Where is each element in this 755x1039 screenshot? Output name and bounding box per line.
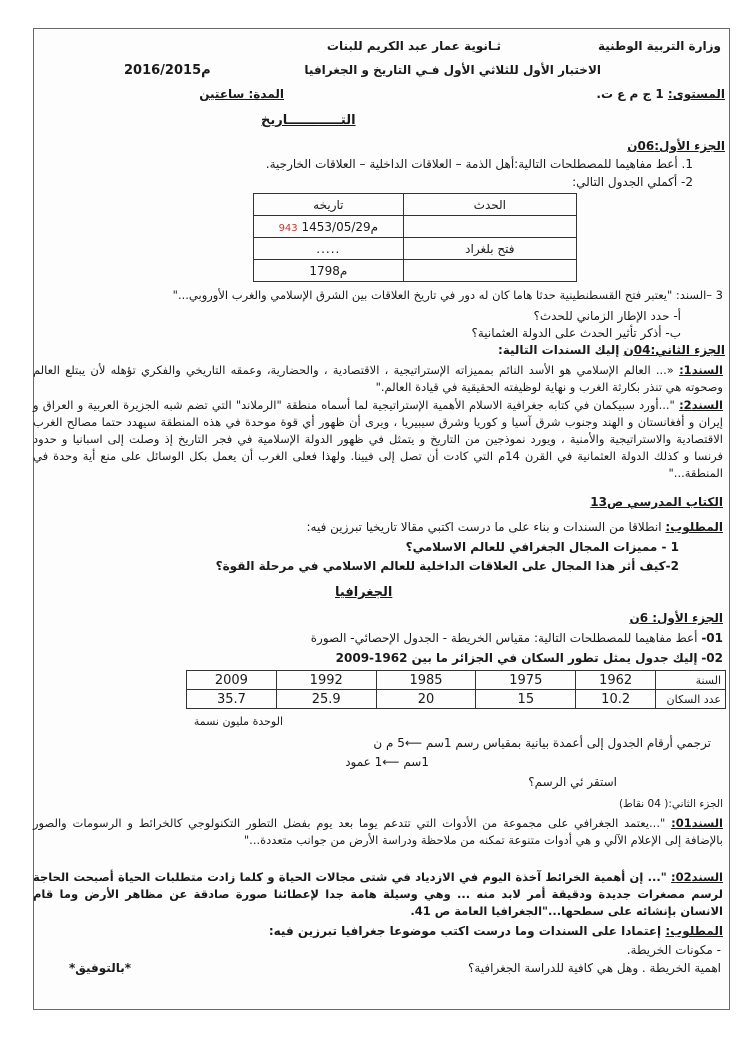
document-label: السند01: <box>671 816 724 830</box>
document-label: السند1: <box>679 363 723 377</box>
history-document-2 <box>33 397 723 482</box>
task-label: المطلوب: <box>665 924 723 938</box>
table-cell: 1992 <box>276 671 376 690</box>
table-row <box>254 216 577 238</box>
geography-document-2 <box>33 869 723 920</box>
cell-date: ..... <box>254 238 404 260</box>
history-task-1: 1 - مميزات المجال الجغرافي للعالم الاسلامي؟ <box>405 540 679 554</box>
document-label: السند2: <box>679 398 723 412</box>
geography-part2-label: الجزء الثاني:( 04 نقاط) <box>618 798 723 810</box>
task-label: المطلوب: <box>665 520 723 534</box>
table-cell: 1962 <box>576 671 656 690</box>
table-cell: 25.9 <box>276 690 376 709</box>
col-header-date: تاريخه <box>254 194 404 216</box>
task-text: انطلاقا من السندات و بناء على ما درست اكتبي مقالا تاريخيا تبرزين فيه: <box>306 520 662 534</box>
geography-part1-label: الجزء الأول: 6ن <box>629 611 723 625</box>
table-cell: 1985 <box>376 671 476 690</box>
cell-event <box>403 260 576 282</box>
table-cell: 20 <box>376 690 476 709</box>
cell-event <box>403 216 576 238</box>
exam-sheet <box>33 28 730 1010</box>
events-table <box>253 193 577 282</box>
level-label: المستوى: <box>667 87 725 101</box>
exam-duration: المدة: ساعتين <box>199 87 284 101</box>
level-value: 1 ج م ع ت. <box>596 87 664 101</box>
history-q3a: أ- حدد الإطار الزماني للحدث؟ <box>533 309 681 323</box>
handwritten-mark: 943 <box>278 222 298 234</box>
question-number: 01- <box>701 631 723 645</box>
geography-task-2: اهمية الخريطة . وهل هي كافية للدراسة الجغرافية؟ <box>467 961 721 975</box>
table-row-years <box>187 671 726 690</box>
table-unit: الوحدة مليون نسمة <box>193 715 283 728</box>
question-text: إليك جدول يمثل تطور السكان في الجزائر ما بين 1962-2009 <box>335 651 698 665</box>
history-q3b: ب- أذكر تأثير الحدث على الدولة العثمانية؟ <box>471 326 681 340</box>
history-part1-label: الجزء الأول:06ن <box>627 139 725 153</box>
cell-date <box>254 216 404 238</box>
history-part2-label: الجزء الثاني:04ن <box>623 343 725 357</box>
cell-event: فتح بلغراد <box>403 238 576 260</box>
school-year: 2016/2015م <box>124 63 211 78</box>
table-row <box>254 260 577 282</box>
table-cell: 35.7 <box>187 690 277 709</box>
document-text: «... العالم الإسلامي هو الأسد النائم بمميزاته الإستراتيجية ، الاقتصادية ، والحضارية، وعمقه التاريخي والفكري تؤهله لأن يبتلع العالم وصحوته هي تنذر بكارثة الغرب و نهاية لوظيفته الحقيقية في قيادة العالم." <box>33 363 723 394</box>
geography-title: الجغرافيا <box>335 585 393 600</box>
ministry-name: وزارة التربية الوطنية <box>597 39 721 53</box>
geography-instruction-3: استقر ئي الرسم؟ <box>528 775 617 789</box>
col-header-event: الحدث <box>403 194 576 216</box>
document-label: السند02: <box>671 870 723 884</box>
history-q1: 1. أعط مفاهيما للمصطلحات التالية:أهل الذمة – العلاقات الداخلية – العلاقات الخارجية. <box>265 157 693 171</box>
question-terms: مقياس الخريطة - الجدول الإحصائي- الصورة <box>310 631 531 645</box>
geography-task <box>269 924 723 939</box>
history-document-1 <box>33 362 723 396</box>
table-row-population <box>187 690 726 709</box>
population-table <box>186 670 726 709</box>
cell-date-value: 1453/05/29م <box>301 219 379 234</box>
question-lead: أعط مفاهيما للمصطلحات التالية: <box>533 631 698 645</box>
history-q3: 3 –السند: "يعتبر فتح القسطنطينية حدثا هاما كان له دور في تاريخ العلاقات بين الشرق الإسلامي والغرب الأوروبي..." <box>172 288 723 302</box>
closing-wish: *بالتوفيق* <box>68 961 131 975</box>
table-cell: 1975 <box>476 671 576 690</box>
document-text: "...يعتمد الجغرافي على مجموعة من الأدوات التي تتدعم يوما بعد يوم بفضل التطور التكنولوجي كالخرائط و الرسومات والصور بالإضافة إلى الإعلام الآلي و هي أدوات متنوعة تمكنه من ملاحظة ودراسة الأرض من جوانب متعددة..." <box>33 816 723 847</box>
geography-q2 <box>336 651 723 666</box>
history-source: الكتاب المدرسي ص13 <box>590 495 723 509</box>
row-label-year: السنة <box>656 671 726 690</box>
table-cell: 2009 <box>187 671 277 690</box>
document-text: "... إن أهمية الخرائط آخذة اليوم في الازدياد في شتى مجالات الحياة و كلما زادت متطلبات الحياة أصبحت الحاجة لرسم مصغرات جديدة ودقيقة أمر لابد منه ... وهي وسيلة هامة جدا لإعطائنا صورة صادقة عن مظاهر الأرض وما قام الانسان بإنشائه على سطحها..."الجغرافيا العامة ص 41. <box>33 870 723 918</box>
table-cell: 15 <box>476 690 576 709</box>
task-text: إعتمادا على السندات وما درست اكتب موضوعا جغرافيا تبرزين فيه: <box>268 924 662 938</box>
geography-instruction-1: ترجمي أرقام الجدول إلى أعمدة بيانية بمقياس رسم 1سم ⟵5 م ن <box>373 736 711 750</box>
question-number: 02- <box>701 651 723 665</box>
history-task-2: 2-كيف أثر هذا المجال على العلاقات الداخلية للعالم الاسلامي في مرحلة القوة؟ <box>215 559 679 573</box>
row-label-population: عدد السكان <box>656 690 726 709</box>
history-part2-intro: إليك السندات التالية: <box>497 343 620 357</box>
history-title: التــــــــــــاريخ <box>261 113 356 128</box>
geography-instruction-2: 1سم ⟵1 عمود <box>345 755 429 769</box>
geography-task-1: - مكونات الخريطة. <box>626 943 721 957</box>
table-row <box>254 194 577 216</box>
level-line <box>596 87 725 102</box>
history-part2-header <box>498 343 725 358</box>
geography-q1 <box>311 631 723 646</box>
history-q2: 2- أكملي الجدول التالي: <box>572 175 693 189</box>
table-cell: 10.2 <box>576 690 656 709</box>
table-row <box>254 238 577 260</box>
geography-document-1 <box>33 815 723 849</box>
exam-title: الاختبار الأول للثلاثي الأول فـي التاريخ و الجغرافيا <box>304 63 601 77</box>
history-task <box>307 520 724 535</box>
document-text: "...أورد سبيكمان في كتابه جغرافية الاسلام الأهمية الإستراتيجية لما أسماه منطقة "الرملاند" التي تضم شبه الجزيرة العربية و العراق و إيران و أفغانستان و الهند وجنوب شرق آسيا و كوريا وشرق سيبيريا ، ويرى أن ظهور أي قوة موحدة في هذه المنطقة سيهدد حتما مصالح الغرب الاقتصادية والاستراتيجية والأمنية ، ويورد نموذجين من التاريخ و يتمثل في ظهور الدولة الإسلامية في فجر التاريخ إذ وصلت إلى اسبانيا و حدود فرنسا و كذلك الدولة العثمانية في القرن 14م التي كادت أن تصل إلى فيينا. ولهذا فعلى الغرب أن يعمل بكل الوسائل على منع أية وحدة في المنطقة..." <box>33 398 723 480</box>
school-name: ثـانوية عمار عبد الكريم للبنات <box>326 39 501 53</box>
cell-date: 1798م <box>254 260 404 282</box>
